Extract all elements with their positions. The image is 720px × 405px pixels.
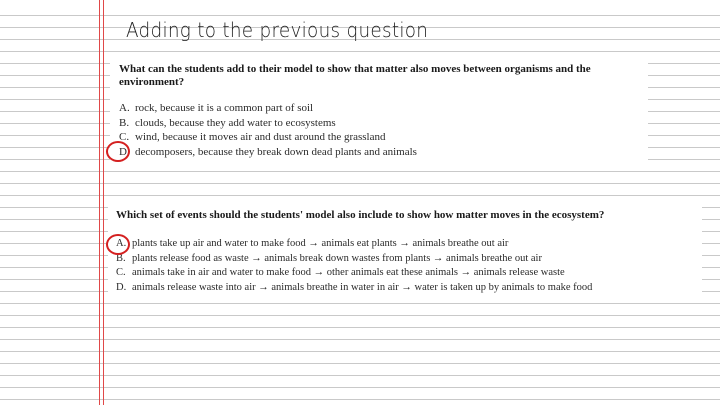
option-text: wind, because it moves air and dust around the grassland	[135, 131, 386, 143]
notebook-margin-line	[99, 0, 100, 405]
option-letter: C.	[116, 267, 126, 278]
option-letter: C.	[119, 131, 130, 143]
option-text: plants release food as waste → animals break down wastes from plants → animals breathe out air	[132, 252, 542, 264]
answer-circle-annotation	[106, 234, 130, 255]
notebook-margin-line	[103, 0, 104, 405]
answer-option	[116, 237, 592, 252]
option-text: decomposers, because they break down dead plants and animals	[135, 145, 417, 158]
option-text: plants take up air and water to make food → animals eat plants → animals breathe out air	[132, 238, 509, 249]
question-2-options	[116, 237, 592, 295]
option-letter: D.	[119, 145, 130, 158]
slide-title: Adding to the previous question	[126, 18, 429, 42]
question-1-options	[119, 101, 417, 159]
option-text: animals take in air and water to make food → other animals eat these animals → animals release waste	[132, 267, 565, 278]
question-2-text: Which set of events should the students' model also include to show how matter moves in the ecosystem?	[116, 209, 605, 221]
answer-option	[116, 281, 592, 296]
answer-option	[116, 266, 592, 281]
option-letter: B.	[116, 252, 126, 264]
answer-option	[119, 101, 417, 116]
option-text: rock, because it is a common part of soil	[135, 102, 314, 114]
question-1-text: What can the students add to their model to show that matter also moves between organisms and the environment?	[119, 63, 591, 88]
answer-option	[119, 130, 417, 145]
answer-option	[119, 116, 417, 131]
option-letter: B.	[119, 116, 130, 129]
option-text: animals release waste into air → animals breathe in water in air → water is taken up by animals to make food	[132, 281, 593, 293]
option-text: clouds, because they add water to ecosystems	[135, 116, 336, 129]
option-letter: A.	[119, 102, 130, 114]
answer-option	[119, 145, 417, 160]
option-letter: D.	[116, 281, 127, 293]
option-letter: A.	[116, 238, 127, 249]
answer-circle-annotation	[106, 141, 130, 162]
question-2-panel	[108, 203, 702, 295]
answer-option	[116, 252, 592, 267]
question-1-panel	[110, 57, 648, 161]
